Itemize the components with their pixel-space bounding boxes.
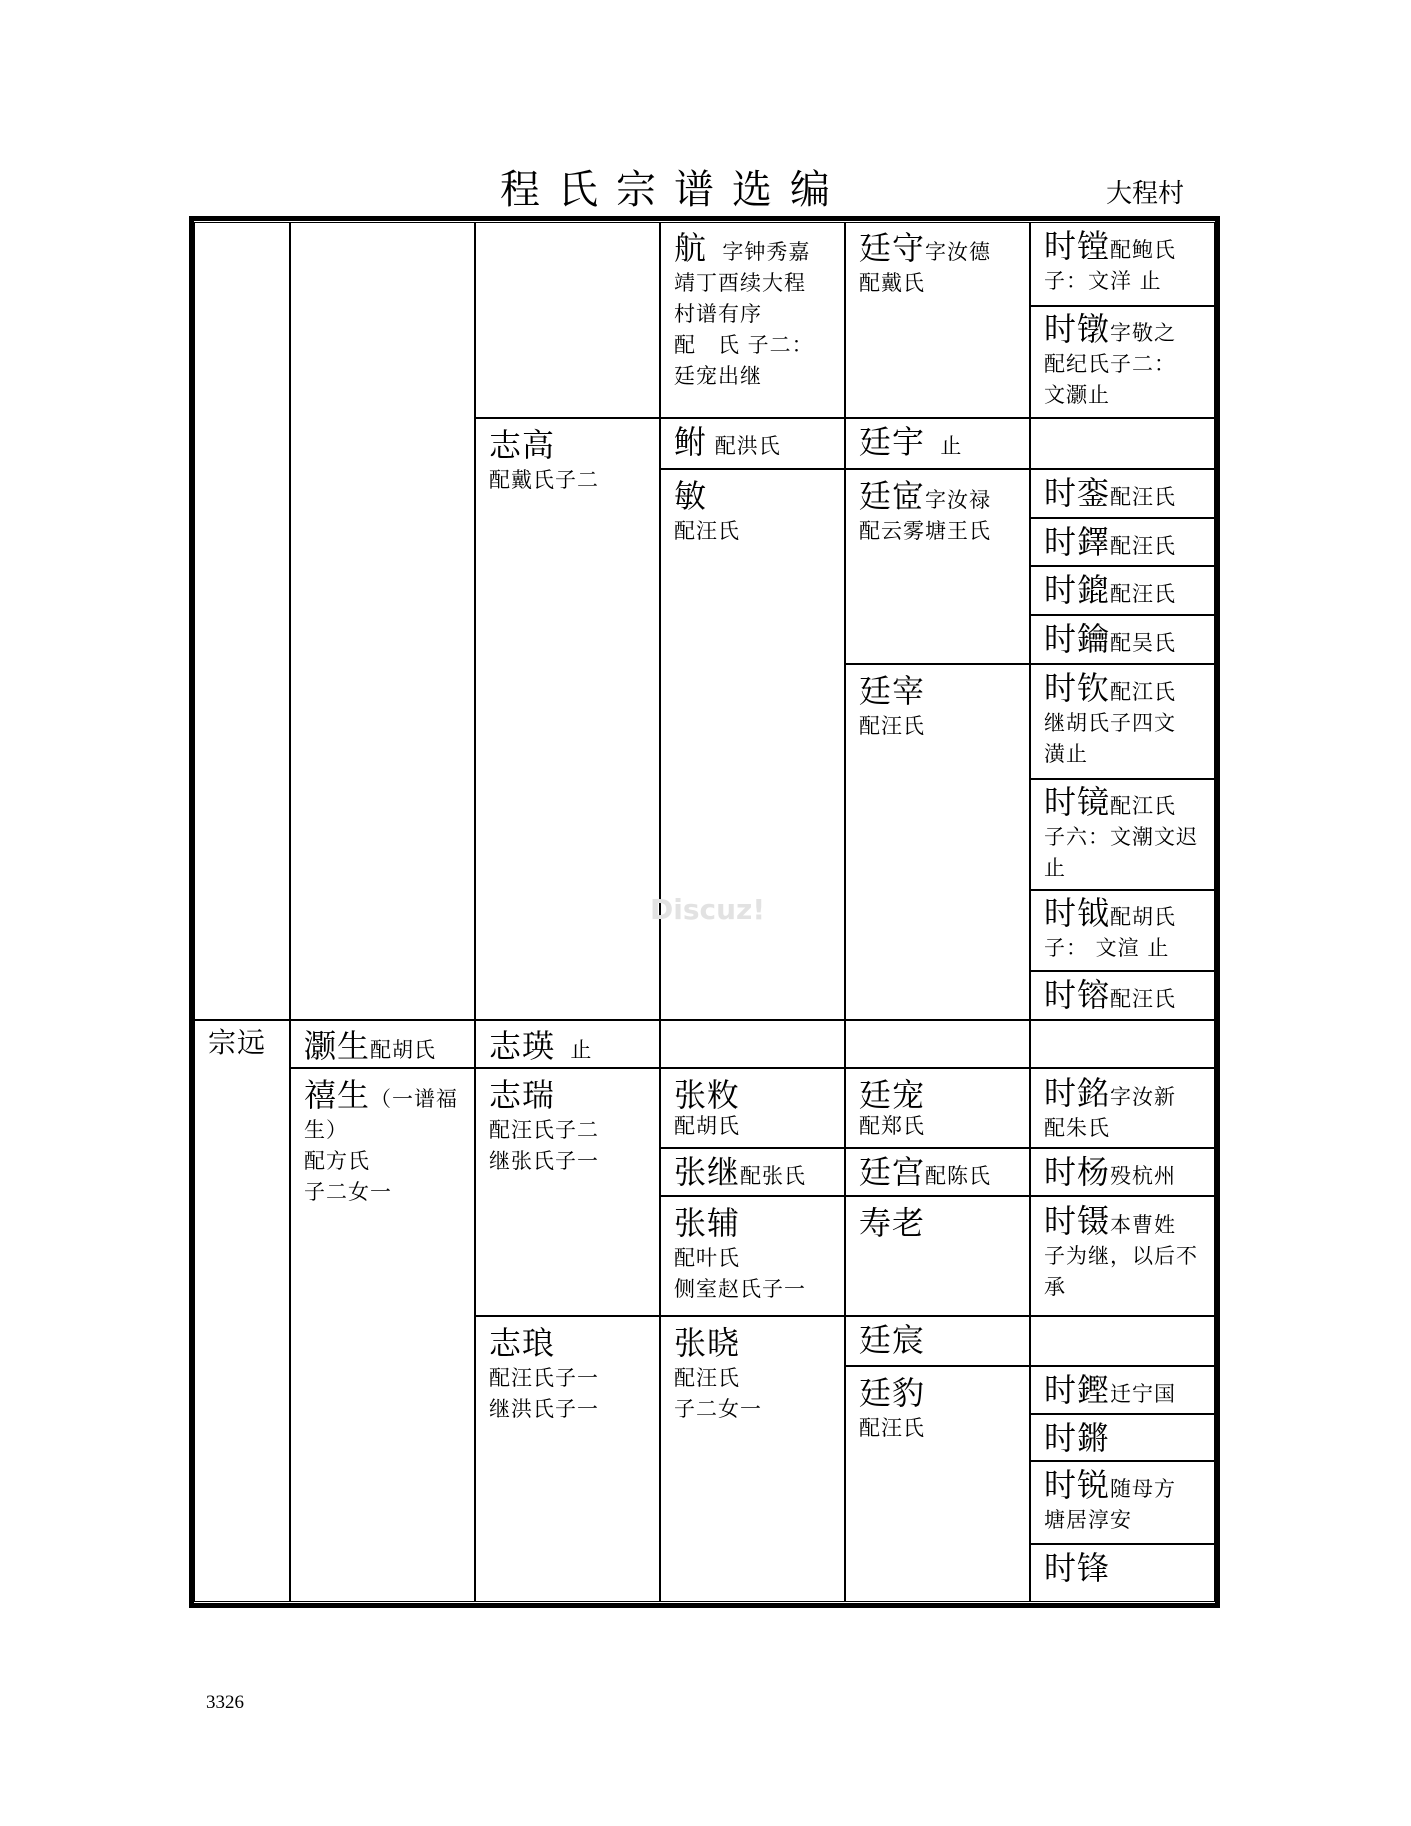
genealogy-cell [1031, 780, 1215, 889]
genealogy-cell [1031, 665, 1215, 778]
person-name: 廷宸 [859, 1321, 926, 1359]
person-note: 殁杭州 [1110, 1164, 1177, 1188]
person-note: 字汝禄 [925, 488, 992, 512]
person-name: 航 [674, 229, 708, 267]
person-note: 配汪氏 [1110, 987, 1177, 1011]
person-name: 廷宫 [859, 1153, 926, 1191]
person-name: 时杨 [1044, 1153, 1111, 1191]
genealogy-cell [846, 1149, 1029, 1195]
person-name: 志高 [489, 426, 556, 464]
genealogy-cell [846, 1197, 1029, 1315]
person-name: 廷宧 [859, 477, 926, 515]
person-note: 继洪氏子一 [489, 1397, 599, 1421]
person-note: 配汪氏 [859, 1416, 925, 1440]
person-note: 配洪氏 [714, 434, 781, 458]
person-name: 时鏗 [1044, 1371, 1111, 1409]
person-name: 灏生 [304, 1027, 371, 1065]
person-note: 止 [940, 434, 963, 458]
page-title: 程氏宗谱选编 [500, 167, 848, 213]
person-note: 配吴氏 [1110, 631, 1177, 655]
person-name: 志琅 [489, 1324, 556, 1362]
genealogy-cell [661, 470, 844, 1019]
person-note: 子六：文潮文迟 [1044, 825, 1198, 849]
person-name: 志瑞 [489, 1076, 556, 1114]
person-name: 廷宠 [859, 1076, 926, 1114]
genealogy-cell [1031, 224, 1215, 305]
person-note: 继胡氏子四文 [1044, 711, 1176, 735]
person-note: 随母方 [1110, 1477, 1177, 1501]
person-note: 配叶氏 [674, 1246, 740, 1270]
person-name: 张继 [674, 1153, 741, 1191]
person-note: 配 氏 子二： [674, 333, 814, 357]
person-note: 字钟秀嘉 [722, 240, 811, 264]
person-note: 配张氏 [740, 1164, 807, 1188]
person-note: 子：文洋 止 [1044, 269, 1162, 293]
person-note: 塘居淳安 [1044, 1508, 1132, 1532]
person-name: 时镦 [1044, 310, 1111, 348]
person-note: 迁宁国 [1110, 1382, 1177, 1406]
person-name: 时鎞 [1044, 571, 1111, 609]
person-note: 配汪氏 [1110, 582, 1177, 606]
person-name: 时镜 [1044, 783, 1111, 821]
person-note: 字汝新 [1110, 1085, 1177, 1109]
person-note: 配汪氏 [1110, 534, 1177, 558]
genealogy-cell [846, 665, 1029, 1019]
person-note: 字汝德 [925, 240, 992, 264]
genealogy-cell [1031, 519, 1215, 565]
person-name: 时銮 [1044, 474, 1111, 512]
village-name: 大程村 [1106, 179, 1185, 209]
person-name: 时鐸 [1044, 523, 1111, 561]
person-name: 廷宰 [859, 672, 926, 710]
person-name: 禧生 [304, 1076, 371, 1114]
genealogy-cell [1031, 972, 1215, 1019]
person-name: 廷守 [859, 229, 926, 267]
person-note: 止 [570, 1038, 593, 1062]
person-note: 配汪氏子二 [489, 1118, 599, 1142]
genealogy-cell [476, 419, 659, 1019]
person-note: 子二女一 [304, 1180, 392, 1204]
person-name: 时镕 [1044, 976, 1111, 1014]
person-note: 配胡氏 [370, 1038, 437, 1062]
genealogy-cell [476, 1069, 659, 1315]
person-note: 止 [1044, 856, 1066, 880]
person-name: 张辅 [674, 1204, 741, 1242]
watermark: Discuz! [650, 893, 766, 926]
genealogy-cell [1031, 1415, 1215, 1460]
genealogy-cell [1031, 616, 1215, 663]
person-name: 志瑛 [489, 1027, 556, 1065]
genealogy-cell [846, 1367, 1029, 1602]
person-note: 字敬之 [1110, 321, 1177, 345]
genealogy-cell [846, 1069, 1029, 1147]
person-note: 配胡氏 [1110, 905, 1177, 929]
person-note: 配陈氏 [925, 1164, 992, 1188]
genealogy-cell [661, 1317, 844, 1602]
person-note: 配纪氏子二： [1044, 352, 1176, 376]
person-name: 时銘 [1044, 1074, 1111, 1112]
genealogy-cell [476, 1317, 659, 1602]
person-note: 配戴氏子二 [489, 468, 599, 492]
person-note: 廷宠出继 [674, 364, 762, 388]
genealogy-cell [846, 1317, 1029, 1365]
person-note: 配方氏 [304, 1149, 370, 1173]
genealogy-cell [476, 1020, 659, 1068]
person-name: 时锐 [1044, 1466, 1111, 1504]
genealogy-cell [291, 1020, 474, 1068]
person-name: 廷宇 [859, 423, 926, 461]
person-note: 配郑氏 [859, 1114, 925, 1138]
person-note: 配汪氏 [674, 519, 740, 543]
genealogy-cell [1031, 1197, 1215, 1315]
genealogy-cell [661, 1197, 844, 1315]
genealogy-cell [1031, 1149, 1215, 1195]
person-note: 继张氏子一 [489, 1149, 599, 1173]
person-note: 子为继，以后不 [1044, 1244, 1198, 1268]
person-note: 潢止 [1044, 742, 1088, 766]
person-name: 时镗 [1044, 227, 1111, 265]
person-note: 配云雾塘王氏 [859, 519, 991, 543]
genealogy-cell [1031, 1367, 1215, 1413]
person-name: 时鏘 [1044, 1419, 1111, 1457]
person-note: 配江氏 [1110, 794, 1177, 818]
person-note: 配戴氏 [859, 271, 925, 295]
genealogy-cell [1031, 307, 1215, 417]
person-name: 时鑰 [1044, 620, 1111, 658]
person-note: 配汪氏 [859, 714, 925, 738]
person-name: 宗远 [208, 1026, 267, 1059]
person-note: 配鲍氏 [1110, 238, 1177, 262]
person-note: 文灏止 [1044, 383, 1110, 407]
person-note: 配汪氏 [1110, 485, 1177, 509]
genealogy-cell [846, 224, 1029, 417]
genealogy-cell [1031, 1545, 1215, 1602]
genealogy-cell [846, 419, 1029, 468]
person-name: 时锋 [1044, 1549, 1111, 1587]
person-name: 时钺 [1044, 894, 1111, 932]
person-name: 张敉 [674, 1076, 741, 1114]
genealogy-cell [1031, 1069, 1215, 1147]
person-name: 廷豹 [859, 1374, 926, 1412]
genealogy-cell [1031, 470, 1215, 517]
genealogy-cell [661, 224, 844, 417]
page-number: 3326 [206, 1692, 244, 1713]
genealogy-cell [661, 1069, 844, 1147]
person-note: 配汪氏 [674, 1366, 740, 1390]
genealogy-cell [291, 1069, 474, 1602]
person-name: 寿老 [859, 1204, 926, 1242]
genealogy-cell [1031, 1462, 1215, 1543]
genealogy-cell [1031, 567, 1215, 614]
person-note: 配江氏 [1110, 680, 1177, 704]
person-note: 侧室赵氏子一 [674, 1277, 806, 1301]
genealogy-cell [661, 1149, 844, 1195]
person-note: 本曹姓 [1110, 1213, 1177, 1237]
genealogy-cell [1031, 891, 1215, 970]
person-note: 子： 文渲 止 [1044, 936, 1170, 960]
person-note: 配朱氏 [1044, 1116, 1110, 1140]
person-name: 时钦 [1044, 669, 1111, 707]
person-note: 配汪氏子一 [489, 1366, 599, 1390]
person-note: 配胡氏 [674, 1114, 740, 1138]
genealogy-cell [846, 470, 1029, 663]
person-name: 鲋 [674, 423, 708, 461]
genealogy-cell [661, 419, 844, 468]
person-note: （一谱福 [370, 1087, 459, 1111]
person-note: 生） [304, 1118, 348, 1142]
person-name: 敏 [674, 477, 708, 515]
person-note: 承 [1044, 1275, 1066, 1299]
genealogy-cell [196, 1020, 289, 1068]
person-name: 张晓 [674, 1324, 741, 1362]
person-note: 村谱有序 [674, 302, 762, 326]
person-note: 子二女一 [674, 1397, 762, 1421]
person-note: 靖丁酉续大程 [674, 271, 806, 295]
person-name: 时镊 [1044, 1202, 1111, 1240]
